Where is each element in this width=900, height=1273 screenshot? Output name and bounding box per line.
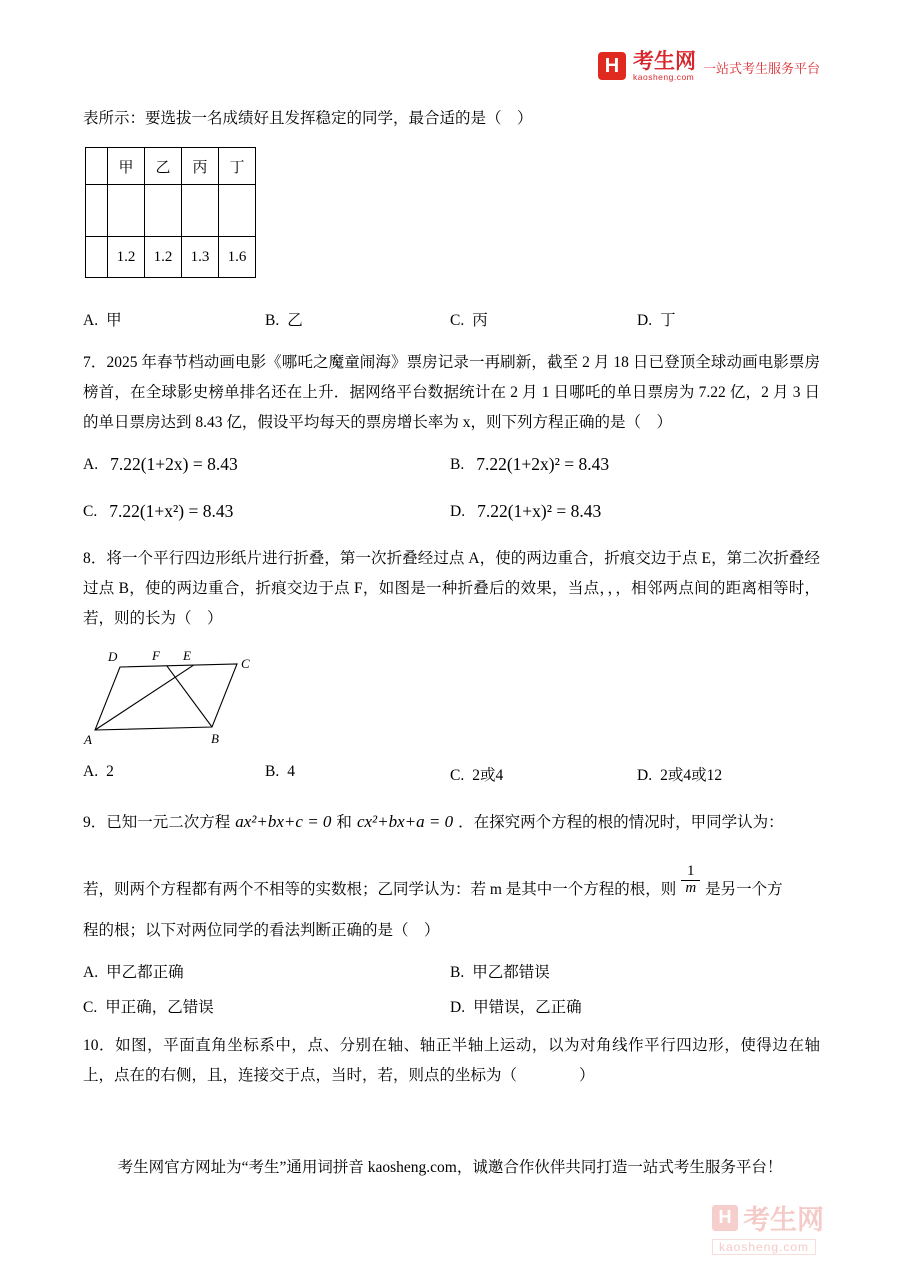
table-cell: 1.3	[182, 237, 219, 278]
option-label: B.	[265, 763, 280, 780]
watermark-brand: 考生网	[743, 1205, 824, 1235]
q9-option-c	[83, 995, 450, 1017]
option-label: A.	[83, 455, 99, 473]
figure-label-A: A	[84, 732, 92, 747]
option-text: 甲正确，乙错误	[105, 999, 214, 1016]
table-cell	[86, 237, 108, 278]
table-row	[86, 237, 256, 278]
option-label: A.	[83, 312, 99, 329]
watermark-domain: kaosheng.com	[712, 1239, 816, 1255]
option-label: B.	[450, 964, 465, 981]
q9-body-line3: 程的根；以下对两位同学的看法判断正确的是（ ）	[83, 922, 440, 939]
option-text: 甲乙都错误	[472, 964, 550, 981]
q8-option-c	[450, 763, 637, 785]
q7-option-b	[450, 454, 820, 475]
q8-text: 8．将一个平行四边形纸片进行折叠，第一次折叠经过点 A，使的两边重合，折痕交边于点 E，第二次折叠经过点 B，使的两边重合，折痕交边于点 F，如图是一种折叠后的效果，当点，，，相邻两点间的距离相等时，若，则的长为（ ）	[83, 550, 820, 627]
option-label: C.	[83, 502, 98, 520]
parallelogram-svg	[83, 650, 263, 750]
q9-body	[83, 864, 820, 912]
fraction-1-over-m	[681, 864, 700, 897]
equation: 7.22(1+x)² = 8.43	[477, 501, 602, 521]
q6-option-a	[83, 308, 265, 330]
equation-2: cx²+bx+a = 0	[356, 812, 454, 831]
score-table	[85, 147, 256, 278]
q9-conj: 和	[336, 814, 352, 831]
brand-text	[633, 50, 696, 82]
q8-option-d	[637, 763, 820, 785]
q6-intro-text: 表所示：要选拔一名成绩好且发挥稳定的同学，最合适的是（ ）	[83, 110, 533, 127]
table-cell: 丁	[219, 148, 256, 185]
q8-options	[83, 763, 820, 785]
table-cell	[86, 185, 108, 237]
option-label: D.	[450, 502, 466, 520]
q6-options	[83, 308, 820, 330]
figure-label-B: B	[211, 731, 219, 746]
q7-option-d	[450, 501, 820, 522]
option-text: 丁	[660, 312, 676, 329]
table-cell	[145, 185, 182, 237]
table-cell: 1.6	[219, 237, 256, 278]
option-text: 甲	[106, 312, 122, 329]
table-cell: 乙	[145, 148, 182, 185]
figure-label-D: D	[108, 650, 118, 664]
table-cell: 1.2	[108, 237, 145, 278]
fraction-denominator: m	[681, 880, 700, 897]
option-text: 丙	[472, 312, 488, 329]
q7-text: 7．2025 年春节档动画电影《哪吒之魔童闹海》票房记录一再刷新，截至 2 月 18 日已登顶全球动画电影票房榜首，在全球影史榜单排名还在上升．据网络平台数据统计在 2 月 1 日哪吒的单日票房为 7.22 亿，2 月 3 日的单日票房达到 8.43 亿，假设平均每天的票房增长率为 x，则下列方程正确的是（ ）	[83, 354, 820, 431]
option-label: C.	[83, 999, 98, 1016]
option-text: 2	[106, 763, 114, 780]
equation: 7.22(1+2x)² = 8.43	[476, 454, 610, 474]
option-label: B.	[265, 312, 280, 329]
table-cell: 丙	[182, 148, 219, 185]
table-cell	[108, 185, 145, 237]
table-cell	[219, 185, 256, 237]
option-label: B.	[450, 455, 465, 473]
equation: 7.22(1+2x) = 8.43	[110, 454, 238, 474]
q9-intro	[83, 807, 820, 838]
fraction-numerator: 1	[686, 863, 695, 879]
q7-option-c	[83, 501, 450, 522]
q9-intro-suffix: ．在探究两个方程的根的情况时，甲同学认为：	[458, 814, 784, 831]
kaosheng-brand	[598, 50, 820, 98]
option-text: 乙	[287, 312, 303, 329]
equation: 7.22(1+x²) = 8.43	[109, 501, 234, 521]
q9-body-text: 若，则两个方程都有两个不相等的实数根；乙同学认为：若 m 是其中一个方程的根，则	[83, 881, 677, 898]
table-cell	[182, 185, 219, 237]
option-text: 2或4或12	[660, 767, 723, 784]
table-row	[86, 185, 256, 237]
table-cell	[86, 148, 108, 185]
q6-option-d	[637, 308, 820, 330]
option-label: D.	[637, 767, 653, 784]
brand-tagline: 一站式考生服务平台	[702, 61, 820, 76]
q9-option-d	[450, 995, 820, 1017]
table-cell: 1.2	[145, 237, 182, 278]
brand-name: 考生网	[632, 50, 696, 73]
q9-options	[83, 960, 820, 1017]
q8-option-b	[265, 763, 450, 785]
q9-body-text-2: 是另一个方	[705, 881, 783, 898]
q9-option-b	[450, 960, 820, 982]
q6-option-b	[265, 308, 450, 330]
q9-intro-prefix: 9．已知一元二次方程	[83, 814, 231, 831]
q6-option-c	[450, 308, 637, 330]
option-text: 4	[287, 763, 295, 780]
option-text: 甲乙都正确	[106, 964, 184, 981]
footer-text: 考生网官方网址为“考生”通用词拼音 kaosheng.com，诚邀合作伙伴共同打造一站式考生服务平台！	[117, 1159, 783, 1176]
figure-label-C: C	[241, 656, 250, 671]
option-text: 甲错误，乙正确	[473, 999, 582, 1016]
header	[83, 50, 820, 98]
q10-text: 10．如图，平面直角坐标系中，点、分别在轴、轴正半轴上运动，以为对角线作平行四边形，使得边在轴上，点在的右侧，且，连接交于点，当时，若，则点的坐标为（ ）	[83, 1037, 820, 1084]
option-label: A.	[83, 964, 99, 981]
watermark-logo-icon: H	[712, 1205, 738, 1231]
option-label: C.	[450, 767, 465, 784]
kaosheng-watermark	[712, 1198, 824, 1255]
kaosheng-logo-icon: H	[598, 52, 626, 80]
option-label: D.	[637, 312, 653, 329]
q7-options	[83, 454, 820, 522]
q7-option-a	[83, 454, 450, 475]
figure-label-F: F	[152, 650, 160, 663]
option-label: D.	[450, 999, 466, 1016]
q8-option-a	[83, 763, 265, 785]
parallelogram-figure	[83, 650, 820, 755]
q9-option-a	[83, 960, 450, 982]
table-row	[86, 148, 256, 185]
equation-1: ax²+bx+c = 0	[235, 812, 332, 831]
option-label: C.	[450, 312, 465, 329]
option-text: 2或4	[472, 767, 504, 784]
option-label: A.	[83, 763, 99, 780]
brand-domain: kaosheng.com	[632, 72, 695, 83]
table-cell: 甲	[108, 148, 145, 185]
figure-label-E: E	[183, 650, 191, 663]
